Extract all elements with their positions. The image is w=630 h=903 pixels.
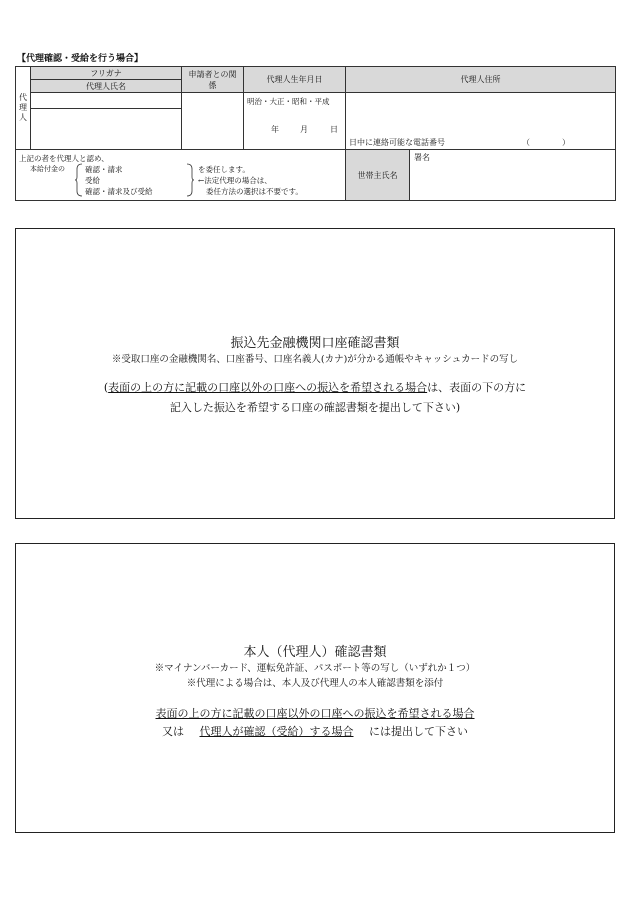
proxy-side-label <box>16 67 31 150</box>
birthdate-field[interactable] <box>244 93 346 150</box>
name-header: 代理人氏名 <box>31 80 182 93</box>
month-label: 月 <box>300 125 308 134</box>
bank-doc-title: 振込先金融機関口座確認書類 <box>230 336 400 351</box>
bank-doc-after-underline: は、表面の下の方に <box>427 381 527 394</box>
household-head-label: 世帯主氏名 <box>346 150 410 201</box>
identity-doc-tail: には提出して下さい <box>369 725 468 738</box>
right-brace-icon <box>186 163 194 197</box>
legal-note-2: 委任方法の選択は不要です。 <box>206 187 303 196</box>
identity-doc-or: 又は <box>162 725 184 738</box>
signature-label: 署名 <box>414 153 430 162</box>
section-title: 【代理確認・受給を行う場合】 <box>17 54 144 64</box>
era-options: 明治・大正・昭和・平成 <box>247 97 330 106</box>
address-header: 代理人住所 <box>346 67 616 93</box>
legal-note-1: ←法定代理の場合は、 <box>198 176 272 185</box>
address-field[interactable] <box>346 93 616 150</box>
identity-doc-condition2 <box>16 723 614 739</box>
identity-doc-note2: ※代理による場合は、本人及び代理人の本人確認書類を添付 <box>186 678 444 689</box>
left-brace-icon <box>75 163 83 197</box>
bank-doc-note: ※受取口座の金融機関名、口座番号、口座名義人(カナ)が分かる通帳やキャッシュカードの写し <box>111 354 519 365</box>
signature-field[interactable] <box>410 150 616 201</box>
birthdate-header: 代理人生年月日 <box>244 67 346 93</box>
bank-doc-instruction-line2: 記入した振込を希望する口座の確認書類を提出して下さい) <box>169 401 461 414</box>
day-label: 日 <box>330 125 338 134</box>
relation-header <box>182 67 244 93</box>
option-receive[interactable]: 受給 <box>85 176 100 185</box>
delegation-prefix: 本給付金の <box>30 165 65 173</box>
option-confirm-claim[interactable]: 確認・請求 <box>85 165 123 174</box>
year-label: 年 <box>271 125 279 134</box>
identity-document-box <box>15 543 615 833</box>
identity-doc-condition1 <box>16 705 614 721</box>
delegate-text: を委任します。 <box>198 165 250 174</box>
phone-label: 日中に連絡可能な電話番号 <box>349 138 445 147</box>
bank-account-document-box <box>15 228 615 519</box>
relation-header-text: 申請者との関係 <box>188 69 237 90</box>
bank-doc-paren-open: ( <box>103 381 109 394</box>
proxy-form-table <box>15 66 616 201</box>
option-both[interactable]: 確認・請求及び受給 <box>85 187 153 196</box>
phone-paren: （ ） <box>522 138 570 147</box>
furigana-header: フリガナ <box>31 67 182 80</box>
name-field[interactable] <box>31 109 182 150</box>
delegation-line1: 上記の者を代理人と認め、 <box>19 154 109 163</box>
bank-doc-instruction-line1 <box>16 379 614 395</box>
identity-doc-title: 本人（代理人）確認書類 <box>243 645 387 660</box>
relation-field[interactable] <box>182 93 244 150</box>
identity-doc-underlined1: 表面の上の方に記載の口座以外の口座への振込を希望される場合 <box>155 707 475 720</box>
identity-doc-underlined2: 代理人が確認（受給）する場合 <box>199 725 354 738</box>
furigana-field[interactable] <box>31 93 182 109</box>
bank-doc-underlined: 表面の上の方に記載の口座以外の口座への振込を希望される場合 <box>108 381 428 394</box>
identity-doc-note1: ※マイナンバーカード、運転免許証、パスポート等の写し（いずれか１つ） <box>154 663 476 674</box>
proxy-side-text: 代理人 <box>19 93 27 122</box>
delegation-cell <box>16 150 346 201</box>
